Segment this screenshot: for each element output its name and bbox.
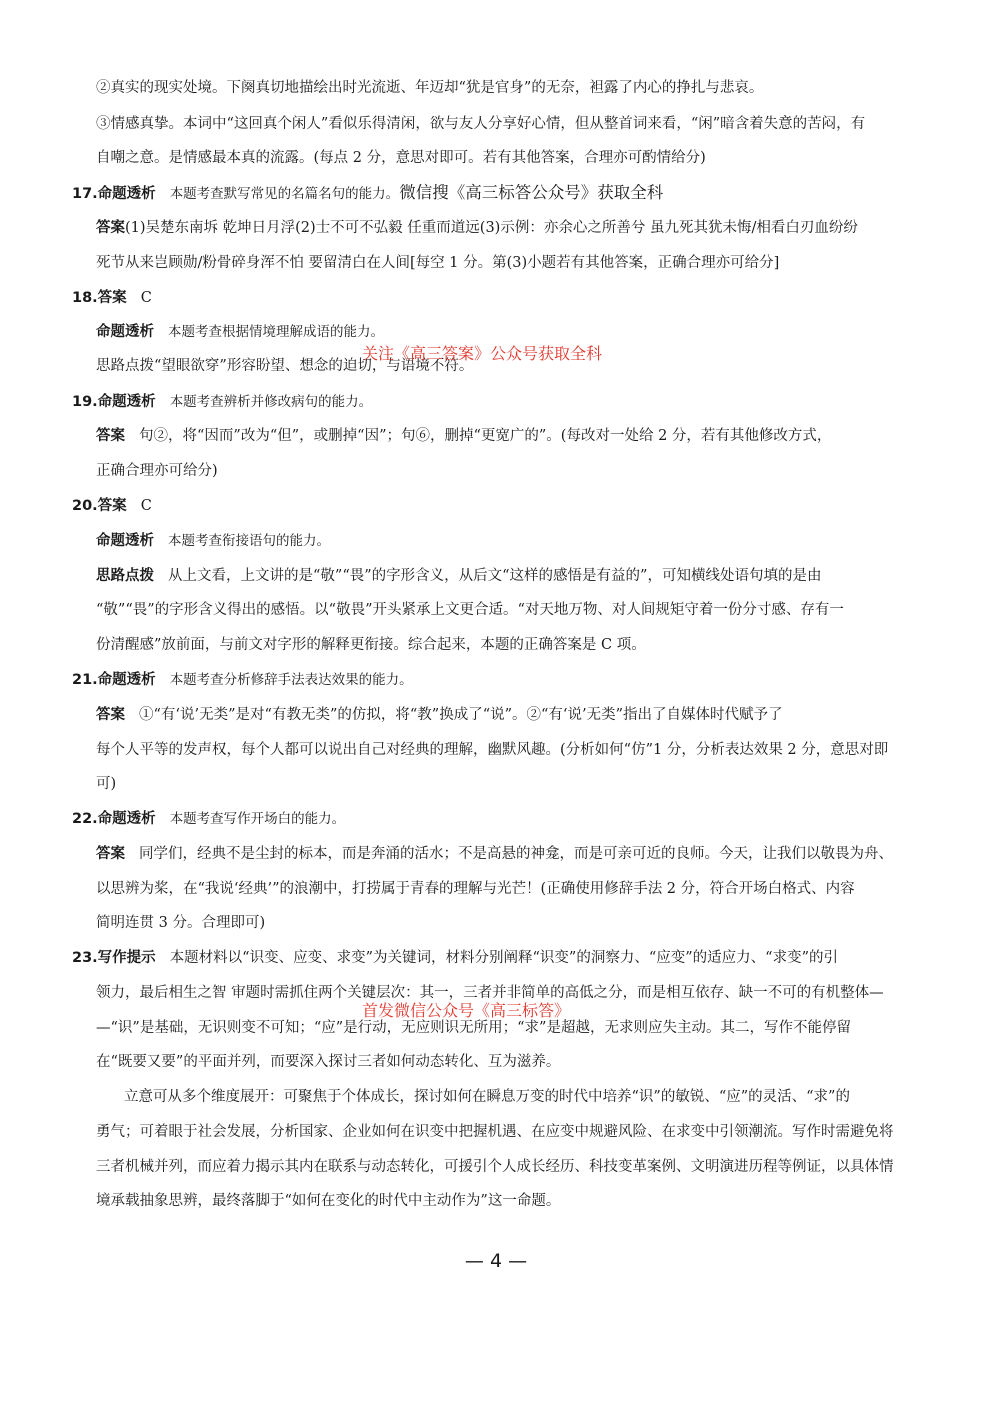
- question-20-sl: 思路点拨 从上文看，上文讲的是“敬”“畏”的字形含义，从后文“这样的感悟是有益的”，可知横线处语句填的是由: [96, 568, 822, 584]
- watermark-red: 首发微信公众号《高三标答》: [362, 1001, 571, 1020]
- text-line: 自嘲之意。是情感最本真的流露。(每点 2 分，意思对即可。若有其他答案，合理亦可酌情给分): [96, 150, 706, 166]
- watermark: 微信搜《高三标答公众号》获取全科: [399, 183, 664, 202]
- question-18-mt: 命题透析 本题考查根据情境理解成语的能力。: [96, 324, 384, 340]
- text-line: ③情感真挚。本词中“这回真个闲人”看似乐得清闲，欲与友人分享好心情，但从整首词来看，“闲”暗含着失意的苦闷，有: [96, 116, 866, 132]
- text-line: 勇气；可着眼于社会发展，分析国家、企业如何在识变中把握机遇、在应变中规避风险、在求变中引领潮流。写作时需避免将: [96, 1124, 894, 1140]
- text-line: 立意可从多个维度展开：可聚焦于个体成长，探讨如何在瞬息万变的时代中培养“识”的敏锐、“应”的灵活、“求”的: [124, 1089, 850, 1105]
- text-line: 三者机械并列，而应着力揭示其内在联系与动态转化，可援引个人成长经历、科技变革案例、文明演进历程等例证，以具体情: [96, 1159, 894, 1175]
- text-line: 思路点拨“望眼欲穿”形容盼望、想念的迫切，与语境不符。: [96, 358, 474, 374]
- question-23-header: 23.写作提示 本题材料以“识变、应变、求变”为关键词，材料分别阐释“识变”的洞察力、“应变”的适应力、“求变”的引: [72, 950, 838, 966]
- text-line: 以思辨为桨，在“我说‘经典’”的浪潮中，打捞属于青春的理解与光芒！(正确使用修辞手法 2 分，符合开场白格式、内容: [96, 881, 855, 897]
- question-19-header: 19.命题透析 本题考查辨析并修改病句的能力。: [72, 394, 373, 410]
- question-18-header: 18.答案 C: [72, 290, 152, 306]
- text-line: “敬”“畏”的字形含义得出的感悟。以“敬畏”开头紧承上文更合适。“对天地万物、对人间规矩守着一份分寸感、存有一: [96, 602, 844, 618]
- question-21-answer: 答案 ①“有‘说’无类”是对“有教无类”的仿拟，将“教”换成了“说”。②“有‘说’无类”指出了自媒体时代赋予了: [96, 707, 783, 723]
- text-line: 在“既要又要”的平面并列，而要深入探讨三者如何动态转化、互为滋养。: [96, 1054, 561, 1070]
- text-line: —“识”是基础，无识则变不可知；“应”是行动，无应则识无所用；“求”是超越，无求则应失主动。其二，写作不能停留: [96, 1020, 851, 1036]
- text-line: 可): [96, 776, 117, 792]
- watermark-red: 关注《高三答案》公众号获取全科: [362, 344, 603, 363]
- text-line: 境承载抽象思辨，最终落脚于“如何在变化的时代中主动作为”这一命题。: [96, 1193, 561, 1209]
- text-line: ②真实的现实处境。下阕真切地描绘出时光流逝、年迈却“犹是官身”的无奈，袒露了内心的挣扎与悲哀。: [96, 80, 764, 96]
- text-line: 正确合理亦可给分): [96, 463, 218, 479]
- question-17-header: 17.命题透析 本题考查默写常见的名篇名句的能力。微信搜《高三标答公众号》获取全科: [72, 183, 664, 202]
- page-number: — 4 —: [464, 1250, 528, 1272]
- text-line: 简明连贯 3 分。合理即可): [96, 915, 266, 931]
- text-line: 领力，最后相生之智 审题时需抓住两个关键层次：其一，三者并非简单的高低之分，而是相互依存、缺一不可的有机整体—: [96, 985, 884, 1001]
- question-20-mt: 命题透析 本题考查衔接语句的能力。: [96, 533, 330, 549]
- question-21-header: 21.命题透析 本题考查分析修辞手法表达效果的能力。: [72, 672, 413, 688]
- question-20-header: 20.答案 C: [72, 498, 152, 514]
- question-19-answer: 答案 句②，将“因而”改为“但”，或删掉“因”；句⑥，删掉“更宽广的”。(每改对一处给 2 分，若有其他修改方式，: [96, 428, 832, 444]
- text-line: 每个人平等的发声权，每个人都可以说出自己对经典的理解，幽默风趣。(分析如何“仿”1 分，分析表达效果 2 分，意思对即: [96, 742, 889, 758]
- question-22-answer: 答案 同学们，经典不是尘封的标本，而是奔涌的活水；不是高悬的神龛，而是可亲可近的良师。今天，让我们以敬畏为舟、: [96, 846, 893, 862]
- text-line: 死节从来岂顾勋/粉骨碎身浑不怕 要留清白在人间[每空 1 分。第(3)小题若有其他答案，正确合理亦可给分]: [96, 255, 780, 271]
- question-label: 17.命题透析: [72, 186, 156, 202]
- question-17-answer: 答案(1)吴楚东南坼 乾坤日月浮(2)士不可不弘毅 任重而道远(3)示例：亦余心之所善兮 虽九死其犹未悔/相看白刃血纷纷: [96, 220, 858, 236]
- text-line: 份清醒感”放前面，与前文对字形的解释更衔接。综合起来，本题的正确答案是 C 项。: [96, 637, 646, 653]
- question-22-header: 22.命题透析 本题考查写作开场白的能力。: [72, 811, 346, 827]
